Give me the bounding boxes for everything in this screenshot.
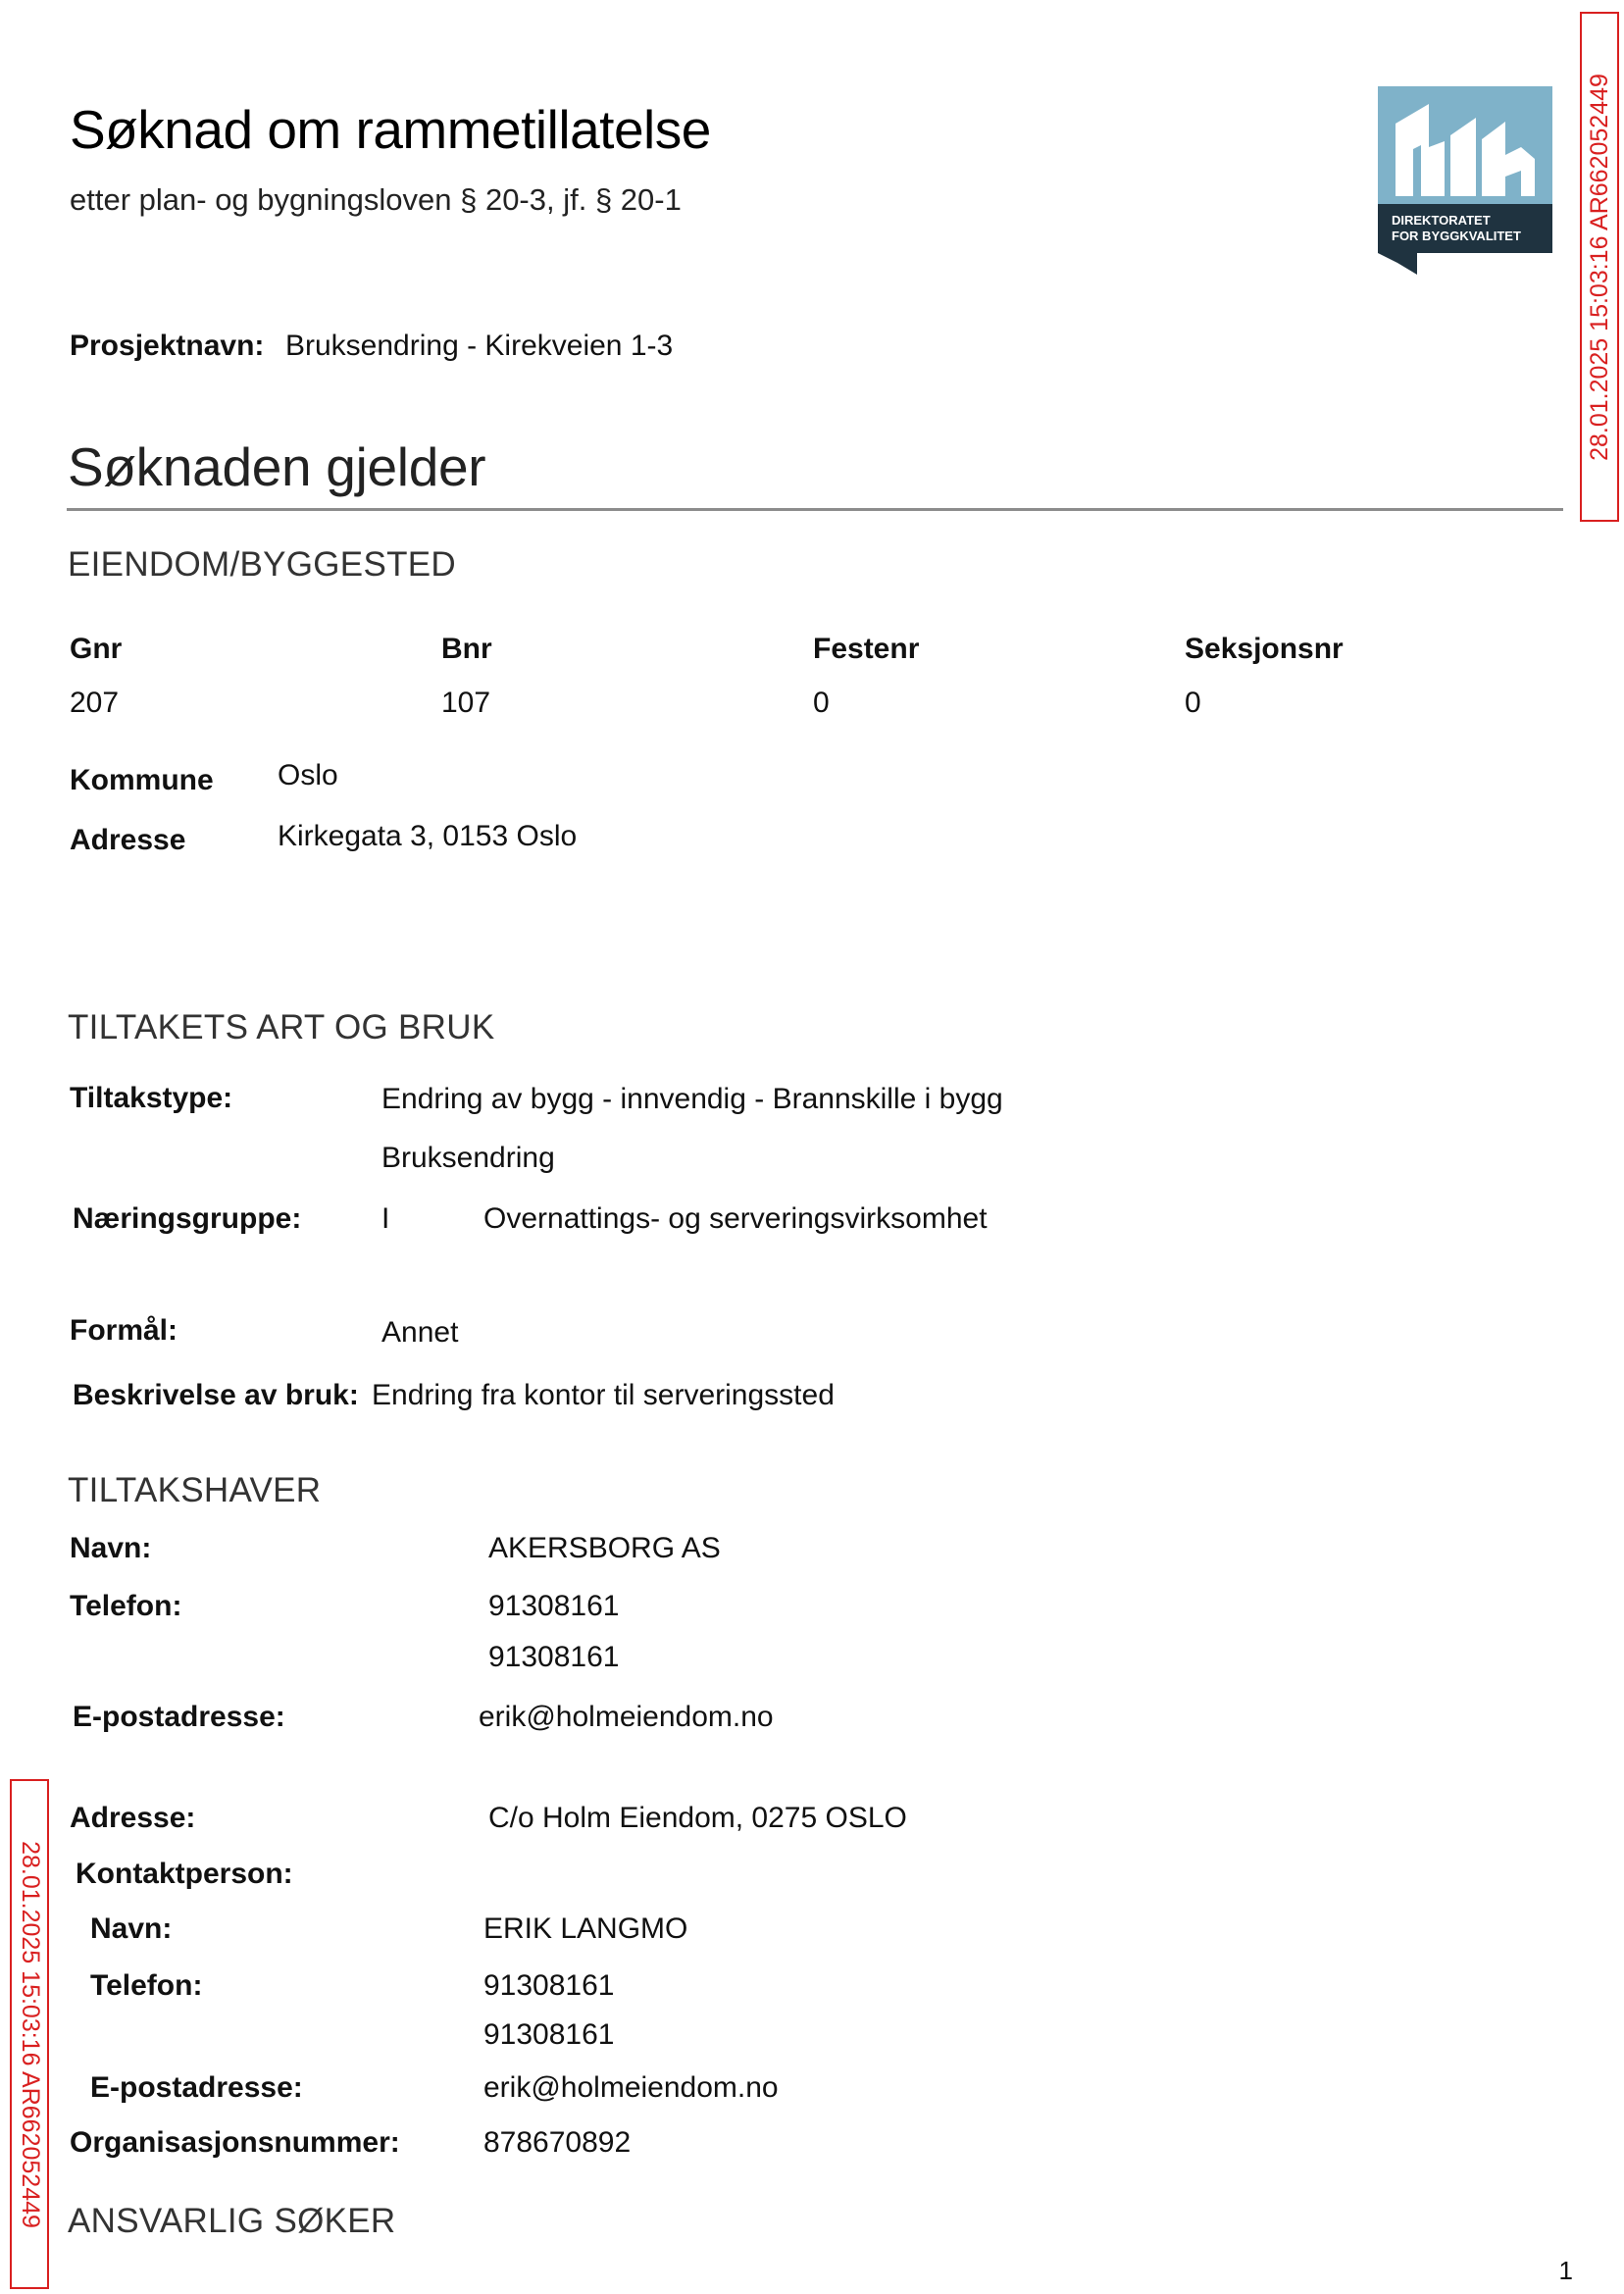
kontakt-telefon-value-1: 91308161 xyxy=(483,1969,615,2002)
timestamp-stamp-side xyxy=(10,1779,49,2289)
kontakt-navn-label: Navn: xyxy=(90,1912,173,1945)
project-value: Bruksendring - Kirekveien 1-3 xyxy=(285,330,674,362)
naeringsgruppe-label: Næringsgruppe: xyxy=(73,1202,302,1235)
kontaktperson-label: Kontaktperson: xyxy=(76,1858,293,1890)
eiendom-heading: EIENDOM/BYGGESTED xyxy=(68,545,456,584)
svg-text:DIREKTORATET: DIREKTORATET xyxy=(1392,213,1491,228)
document-title: Søknad om rammetillatelse xyxy=(70,99,711,160)
kontakt-telefon-label: Telefon: xyxy=(90,1969,203,2002)
seksjonsnr-value: 0 xyxy=(1185,687,1201,719)
beskrivelse-value: Endring fra kontor til serveringssted xyxy=(372,1379,835,1411)
kommune-value: Oslo xyxy=(278,759,338,791)
tiltakshaver-adresse-value: C/o Holm Eiendom, 0275 OSLO xyxy=(488,1802,907,1834)
tiltakshaver-navn-label: Navn: xyxy=(70,1532,152,1564)
stamp-text: 28.01.2025 15:03:16 AR662052449 xyxy=(16,1840,44,2228)
ansvarlig-soker-heading: ANSVARLIG SØKER xyxy=(68,2202,396,2240)
seksjonsnr-label: Seksjonsnr xyxy=(1185,633,1344,665)
naeringsgruppe-value: Overnattings- og serveringsvirksomhet xyxy=(483,1202,988,1235)
gnr-value: 207 xyxy=(70,687,120,719)
adresse-label: Adresse xyxy=(70,824,186,856)
stamp-text: 28.01.2025 15:03:16 AR662052449 xyxy=(1585,73,1613,461)
kontakt-epost-value: erik@holmeiendom.no xyxy=(483,2071,779,2104)
tiltakshaver-navn-value: AKERSBORG AS xyxy=(488,1532,721,1564)
kontakt-telefon-value-2: 91308161 xyxy=(483,2018,615,2051)
gnr-label: Gnr xyxy=(70,633,123,665)
orgnr-label: Organisasjonsnummer: xyxy=(70,2126,400,2159)
tiltakshaver-heading: TILTAKSHAVER xyxy=(68,1471,322,1509)
bnr-label: Bnr xyxy=(441,633,492,665)
section-divider xyxy=(67,508,1563,511)
naeringsgruppe-code: I xyxy=(381,1202,390,1235)
dibk-logo xyxy=(1378,86,1552,275)
page-number: 1 xyxy=(1558,2256,1573,2285)
tiltakshaver-epost-label: E-postadresse: xyxy=(73,1701,285,1733)
tiltakshaver-epost-value: erik@holmeiendom.no xyxy=(479,1701,774,1733)
kontakt-navn-value: ERIK LANGMO xyxy=(483,1912,688,1945)
kontakt-epost-label: E-postadresse: xyxy=(90,2071,303,2104)
timestamp-stamp-top xyxy=(1580,12,1619,522)
section-heading: Søknaden gjelder xyxy=(68,436,486,497)
svg-text:FOR BYGGKVALITET: FOR BYGGKVALITET xyxy=(1392,229,1521,243)
tiltakstype-value-1: Endring av bygg - innvendig - Brannskille i bygg xyxy=(381,1083,1003,1115)
tiltakshaver-telefon-value-2: 91308161 xyxy=(488,1641,620,1673)
formal-value: Annet xyxy=(381,1316,459,1349)
tiltakshaver-telefon-label: Telefon: xyxy=(70,1590,182,1622)
tiltak-heading: TILTAKETS ART OG BRUK xyxy=(68,1008,495,1046)
building-logo-icon xyxy=(1378,86,1552,275)
formal-label: Formål: xyxy=(70,1314,178,1347)
tiltakstype-label: Tiltakstype: xyxy=(70,1082,233,1114)
project-label: Prosjektnavn: xyxy=(70,330,265,362)
tiltakstype-value-2: Bruksendring xyxy=(381,1142,555,1174)
orgnr-value: 878670892 xyxy=(483,2126,632,2159)
tiltakshaver-telefon-value-1: 91308161 xyxy=(488,1590,620,1622)
tiltakshaver-adresse-label: Adresse: xyxy=(70,1802,196,1834)
beskrivelse-label: Beskrivelse av bruk: xyxy=(73,1379,359,1411)
festenr-label: Festenr xyxy=(813,633,920,665)
bnr-value: 107 xyxy=(441,687,491,719)
adresse-value: Kirkegata 3, 0153 Oslo xyxy=(278,820,578,852)
kommune-label: Kommune xyxy=(70,764,214,796)
festenr-value: 0 xyxy=(813,687,830,719)
document-subtitle: etter plan- og bygningsloven § 20-3, jf. § 20-1 xyxy=(70,182,682,217)
